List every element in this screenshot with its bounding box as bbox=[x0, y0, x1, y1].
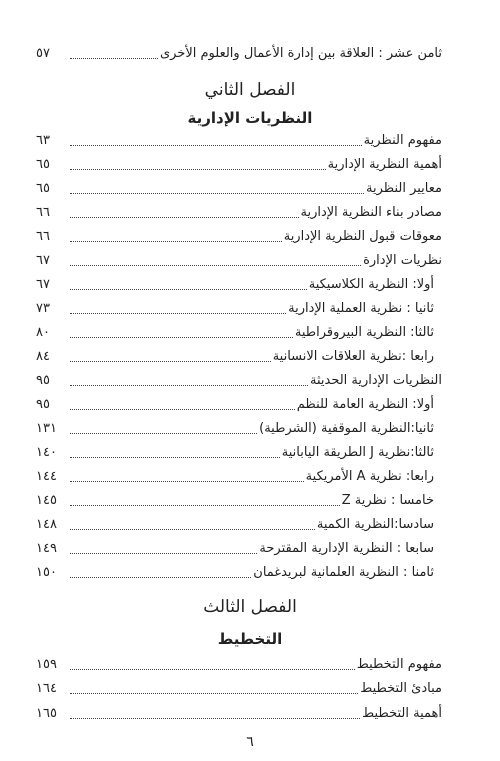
toc-entry-page: ٨٠ bbox=[36, 325, 50, 340]
toc-entry-title: معايير النظرية bbox=[366, 181, 442, 196]
dot-leader bbox=[70, 718, 360, 719]
toc-entry bbox=[36, 367, 442, 389]
toc-entry-page: ١٣١ bbox=[36, 421, 57, 436]
dot-leader bbox=[70, 337, 293, 338]
toc-entry-page: ٦٦ bbox=[36, 205, 50, 220]
toc-entry-page: ١٤٩ bbox=[36, 541, 57, 556]
toc-entry-title: رابعا :نظرية العلاقات الانسانية bbox=[272, 349, 434, 364]
toc-entry-page: ٩٥ bbox=[36, 397, 50, 412]
dot-leader bbox=[70, 693, 358, 694]
toc-sub-entry bbox=[36, 439, 434, 461]
dot-leader bbox=[70, 457, 280, 458]
dot-leader bbox=[70, 145, 362, 146]
toc-entry-title: أولا: النظرية الكلاسيكية bbox=[308, 277, 434, 292]
dot-leader bbox=[70, 505, 340, 506]
toc-entry bbox=[36, 40, 442, 62]
toc-entry-page: ٥٧ bbox=[36, 46, 50, 61]
toc-entry-page: ١٤٨ bbox=[36, 517, 57, 532]
dot-leader bbox=[70, 577, 251, 578]
toc-sub-entry bbox=[36, 319, 434, 341]
toc-entry-title: سادسا:النظرية الكمية bbox=[316, 517, 434, 532]
dot-leader bbox=[70, 361, 271, 362]
toc-sub-entry bbox=[36, 559, 434, 581]
dot-leader bbox=[70, 385, 308, 386]
toc-entry-title: مفهوم النظرية bbox=[363, 133, 442, 148]
toc-entry-page: ١٦٥ bbox=[36, 706, 57, 721]
toc-entry-title: ثالثا: النظرية البيروقراطية bbox=[294, 325, 434, 340]
toc-entry-page: ٦٥ bbox=[36, 181, 50, 196]
toc-entry-page: ٨٤ bbox=[36, 349, 50, 364]
toc-entry bbox=[36, 127, 442, 149]
toc-entry-page: ٦٥ bbox=[36, 157, 50, 172]
toc-entry bbox=[36, 175, 442, 197]
toc-entry-title: أهمية التخطيط bbox=[362, 706, 442, 721]
toc-sub-entry bbox=[36, 391, 434, 413]
toc-sub-entry bbox=[36, 415, 434, 437]
dot-leader bbox=[70, 241, 282, 242]
toc-entry bbox=[36, 247, 442, 269]
page-number: ٦ bbox=[246, 734, 254, 750]
toc-entry-page: ١٤٤ bbox=[36, 469, 57, 484]
toc-entry-page: ١٤٠ bbox=[36, 445, 57, 460]
toc-entry-page: ٦٣ bbox=[36, 133, 50, 148]
toc-entry-page: ١٤٥ bbox=[36, 493, 57, 508]
toc-entry-title: رابعا: نظرية A الأمريكية bbox=[305, 469, 434, 484]
toc-entry bbox=[36, 675, 442, 697]
toc-entry-page: ٧٣ bbox=[36, 301, 50, 316]
toc-entry-title: ثانيا : نظرية العملية الإدارية bbox=[288, 301, 434, 316]
toc-sub-entry bbox=[36, 463, 434, 485]
toc-entry-title: أهمية النظرية الإدارية bbox=[327, 157, 442, 172]
toc-entry-title: نظريات الإدارة bbox=[363, 253, 442, 268]
toc-sub-entry bbox=[36, 271, 434, 293]
toc-entry-title: خامسا : نظرية Z bbox=[341, 493, 434, 508]
toc-entry-title: سابعا : النظرية الإدارية المقترحة bbox=[259, 541, 434, 556]
dot-leader bbox=[70, 265, 361, 266]
dot-leader bbox=[70, 169, 326, 170]
dot-leader bbox=[70, 481, 304, 482]
chapter-label: الفصل الثالث bbox=[203, 597, 297, 617]
toc-entry-page: ٦٧ bbox=[36, 253, 50, 268]
toc-entry-page: ١٦٤ bbox=[36, 681, 57, 696]
toc-entry-page: ٦٦ bbox=[36, 229, 50, 244]
dot-leader bbox=[70, 193, 364, 194]
toc-entry-title: مفهوم التخطيط bbox=[356, 657, 442, 672]
toc-entry-page: ١٥٠ bbox=[36, 565, 57, 580]
toc-entry-title: أولا: النظرية العامة للنظم bbox=[296, 397, 434, 412]
toc-entry-page: ١٥٩ bbox=[36, 657, 57, 672]
dot-leader bbox=[70, 409, 295, 410]
toc-sub-entry bbox=[36, 511, 434, 533]
toc-sub-entry bbox=[36, 295, 434, 317]
toc-entry bbox=[36, 151, 442, 173]
toc-entry-title: ثامن عشر : العلاقة بين إدارة الأعمال والعلوم الأخرى bbox=[159, 46, 442, 61]
dot-leader bbox=[70, 289, 307, 290]
dot-leader bbox=[70, 313, 286, 314]
toc-entry bbox=[36, 223, 442, 245]
toc-sub-entry bbox=[36, 343, 434, 365]
toc-entry-title: مصادر بناء النظرية الإدارية bbox=[300, 205, 442, 220]
toc-entry-title: معوقات قبول النظرية الإدارية bbox=[283, 229, 442, 244]
dot-leader bbox=[70, 433, 257, 434]
dot-leader bbox=[70, 58, 158, 59]
toc-sub-entry bbox=[36, 535, 434, 557]
toc-entry bbox=[36, 700, 442, 722]
toc-entry-title: مبادئ التخطيط bbox=[360, 681, 442, 696]
dot-leader bbox=[70, 529, 315, 530]
toc-entry-title: ثالثا:نظرية J الطريقة اليابانية bbox=[281, 445, 434, 460]
toc-entry bbox=[36, 199, 442, 221]
toc-entry bbox=[36, 651, 442, 673]
chapter-title: النظريات الإدارية bbox=[187, 109, 313, 127]
toc-entry-title: النظريات الإدارية الحديثة bbox=[309, 373, 442, 388]
dot-leader bbox=[70, 553, 257, 554]
chapter-title: التخطيط bbox=[217, 630, 283, 648]
chapter-label: الفصل الثاني bbox=[204, 80, 296, 100]
toc-entry-page: ٩٥ bbox=[36, 373, 50, 388]
toc-entry-title: ثامنا : النظرية العلمانية لبريدغمان bbox=[253, 565, 434, 580]
toc-entry-title: ثانيا:النظرية الموقفية (الشرطية) bbox=[259, 421, 434, 436]
toc-sub-entry bbox=[36, 487, 434, 509]
dot-leader bbox=[70, 217, 299, 218]
toc-entry-page: ٦٧ bbox=[36, 277, 50, 292]
dot-leader bbox=[70, 669, 355, 670]
